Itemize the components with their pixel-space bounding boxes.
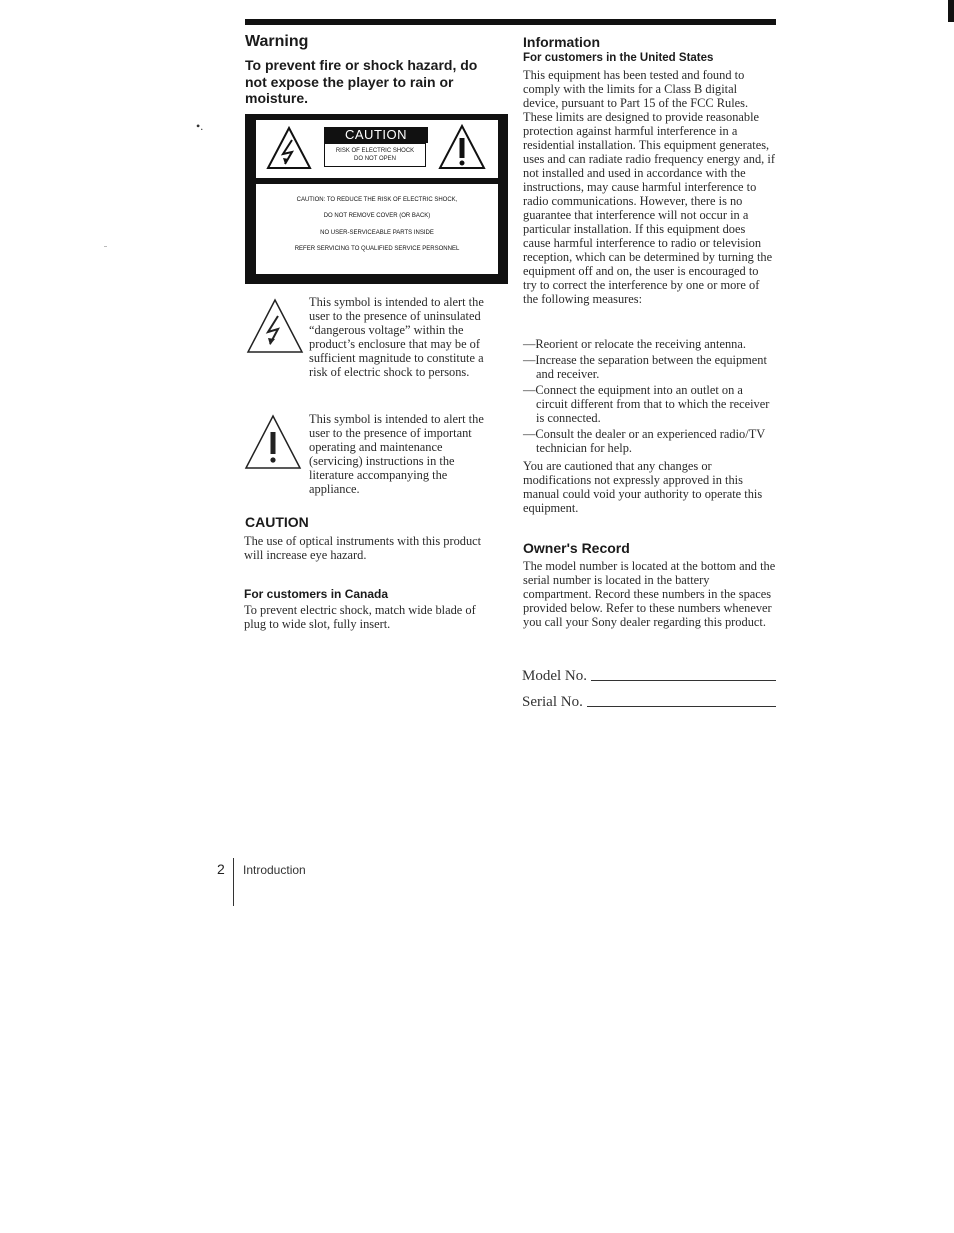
owners-record-text: The model number is located at the bottom and the serial number is located in the battery compartment. Record these numbers in the spaces provided below. Refer to these numbers whenever you call your Sony dealer regarding this product. <box>523 559 776 629</box>
caution-label-heading: CAUTION <box>324 127 428 143</box>
caution-sub-line: RISK OF ELECTRIC SHOCK <box>335 148 415 154</box>
page-number: 2 <box>217 861 225 877</box>
fcc-text: This equipment has been tested and found to comply with the limits for a Class B digital device, pursuant to Part 15 of the FCC Rules. These limits are designed to provide reasonable protection against harmful interference in a residential installation. This equipment generates, uses and can radiate radio frequency energy and, if not installed and used in accordance with the instructions, may cause harmful interference to radio communications. However, there is no guarantee that interference will not occur in a particular installation. If this equipment does cause harmful interference to radio or television reception, which can be determined by turning the equipment off and on, the user is encouraged to try to correct the interference by one or more of the following measures: <box>523 68 775 306</box>
caution-label-line: CAUTION: TO REDUCE THE RISK OF ELECTRIC SHOCK, <box>296 197 458 203</box>
caution-label-subtext <box>324 143 426 167</box>
modification-caution-text: You are cautioned that any changes or modifications not expressly approved in this manual could void your authority to operate this equipment. <box>523 459 763 515</box>
serial-number-field[interactable] <box>522 694 776 711</box>
list-item: —Reorient or relocate the receiving antenna. <box>523 337 746 351</box>
lightning-triangle-icon <box>266 126 312 170</box>
caution-label-line: REFER SERVICING TO QUALIFIED SERVICE PERSONNEL <box>294 246 460 252</box>
caution-label-line: NO USER-SERVICEABLE PARTS INSIDE <box>320 230 434 236</box>
caution-label-line: DO NOT REMOVE COVER (OR BACK) <box>323 213 431 219</box>
measures-list <box>523 337 775 457</box>
model-number-label: Model No. <box>522 668 587 684</box>
owners-record-heading: Owner's Record <box>523 540 630 556</box>
canada-text: To prevent electric shock, match wide blade of plug to wide slot, fully insert. <box>244 603 476 631</box>
footer-divider <box>233 858 234 906</box>
serial-number-label: Serial No. <box>522 694 583 710</box>
us-customers-heading: For customers in the United States <box>523 52 714 64</box>
model-number-blank[interactable] <box>591 680 776 681</box>
list-item: —Consult the dealer or an experienced radio/TV technician for help. <box>523 427 765 455</box>
edge-mark <box>948 0 954 22</box>
scan-speck <box>104 246 107 247</box>
model-number-field[interactable] <box>522 668 776 685</box>
list-item: —Connect the equipment into an outlet on a circuit different from that to which the receiver is connected. <box>523 383 770 425</box>
canada-heading: For customers in Canada <box>244 587 389 601</box>
lightning-triangle-icon <box>246 298 304 354</box>
warning-heading: Warning <box>245 33 309 50</box>
exclamation-triangle-icon <box>438 124 486 170</box>
caution-sub-line: DO NOT OPEN <box>354 156 396 162</box>
scan-speck: •. <box>196 119 204 133</box>
top-rule <box>245 19 776 25</box>
section-label: Introduction <box>243 863 306 877</box>
information-heading: Information <box>523 34 600 50</box>
exclamation-symbol-description: This symbol is intended to alert the user to the presence of important operating and maintenance (servicing) instructions in the literature accompanying the appliance. <box>309 412 484 496</box>
exclamation-triangle-icon <box>244 414 302 470</box>
caution-text: The use of optical instruments with this product will increase eye hazard. <box>244 534 482 562</box>
serial-number-blank[interactable] <box>587 706 776 707</box>
lightning-symbol-description: This symbol is intended to alert the user to the presence of uninsulated “dangerous voltage” within the product’s enclosure that may be of sufficient magnitude to constitute a risk of electric shock to persons. <box>309 295 484 379</box>
caution-heading: CAUTION <box>245 514 309 530</box>
warning-text: To prevent fire or shock hazard, do not expose the player to rain or moisture. <box>245 57 478 106</box>
list-item: —Increase the separation between the equipment and receiver. <box>523 353 767 381</box>
